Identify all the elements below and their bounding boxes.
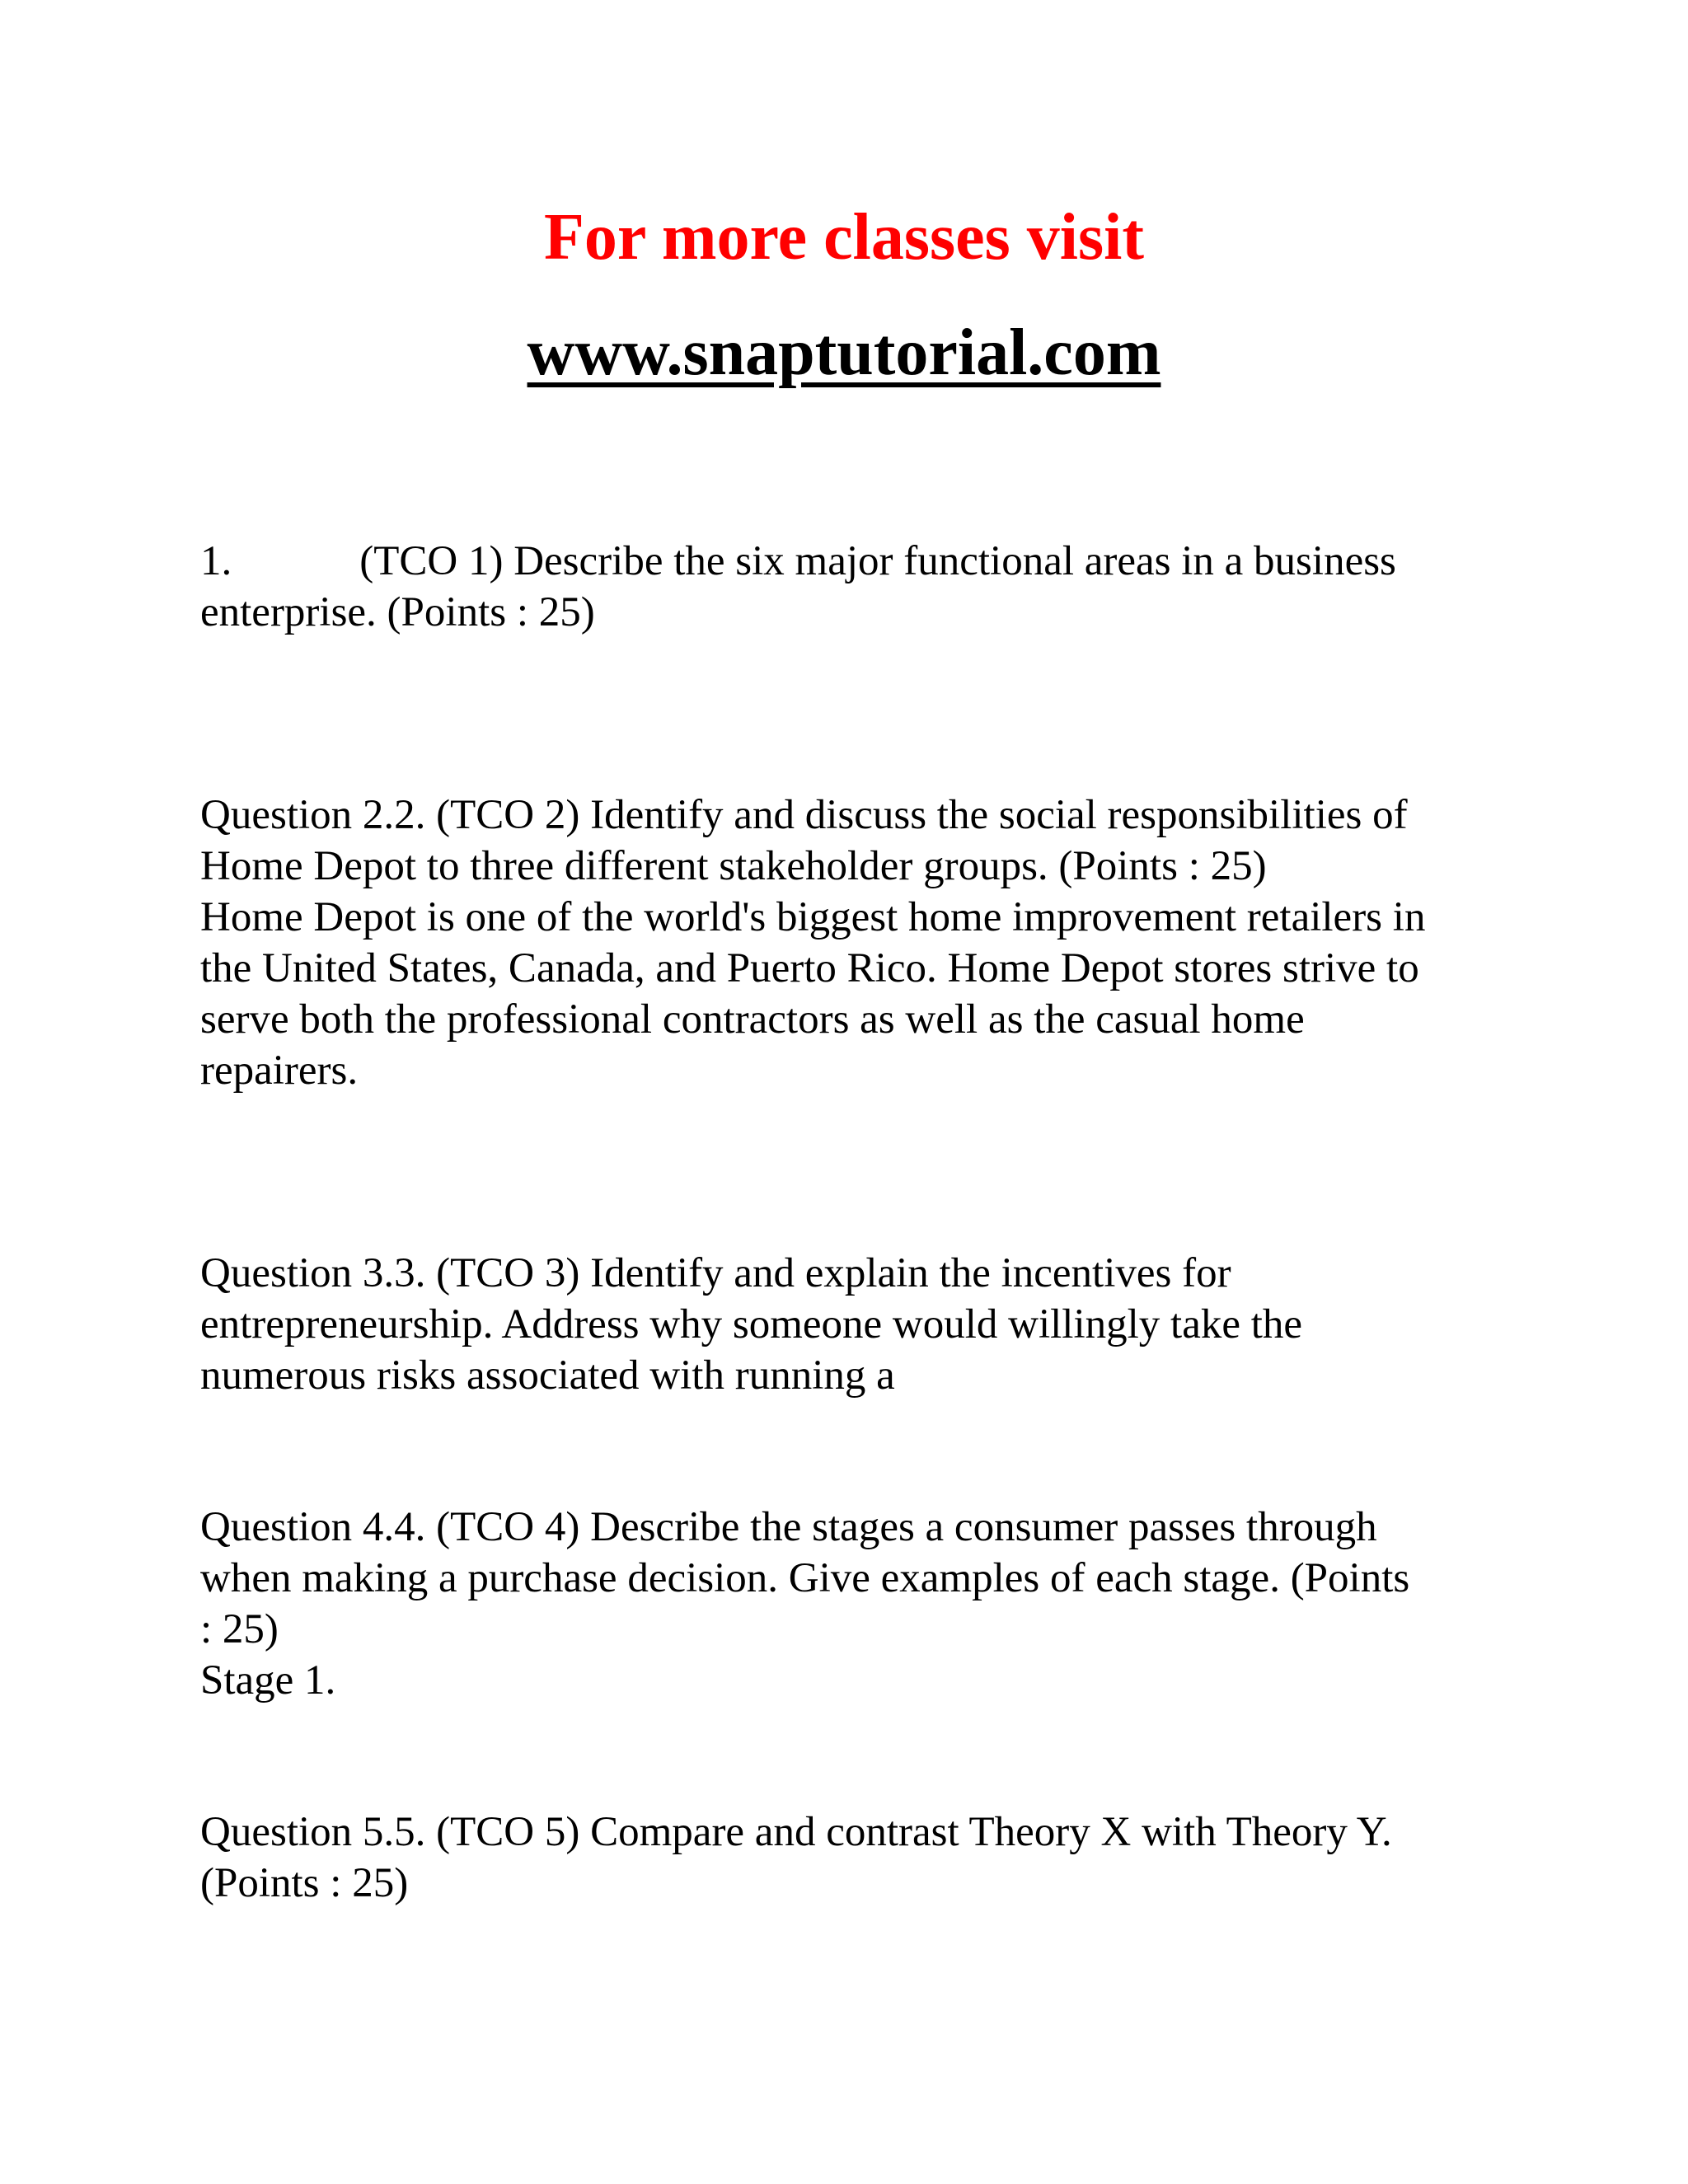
- question-4-line: Question 4.4. (TCO 4) Describe the stages a consumer passes through: [200, 1504, 1377, 1550]
- question-1-text: (TCO 1) Describe the six major functional areas in a business: [359, 538, 1396, 584]
- question-1: [200, 536, 1519, 638]
- question-1-number: 1.: [200, 538, 232, 584]
- question-4-line: when making a purchase decision. Give examples of each stage. (Points: [200, 1555, 1410, 1601]
- question-5-line: (Points : 25): [200, 1860, 409, 1906]
- question-1-line-2: enterprise. (Points : 25): [200, 589, 595, 635]
- question-2-line: serve both the professional contractors as well as the casual home: [200, 996, 1305, 1043]
- question-4: [200, 1502, 1519, 1706]
- question-2-line: Home Depot to three different stakeholder groups. (Points : 25): [200, 843, 1267, 889]
- question-3-line: entrepreneurship. Address why someone would willingly take the: [200, 1301, 1303, 1347]
- question-2-line: Home Depot is one of the world's biggest home improvement retailers in: [200, 894, 1426, 940]
- promo-link[interactable]: www.snaptutorial.com: [527, 316, 1161, 389]
- question-3: [200, 1248, 1519, 1401]
- question-2-line: the United States, Canada, and Puerto Rico. Home Depot stores strive to: [200, 945, 1419, 991]
- question-2-line: Question 2.2. (TCO 2) Identify and discuss the social responsibilities of: [200, 792, 1408, 838]
- question-1-line-1: [200, 536, 1519, 587]
- question-3-line: numerous risks associated with running a: [200, 1352, 895, 1399]
- question-2-line: repairers.: [200, 1047, 359, 1094]
- question-5-line: Question 5.5. (TCO 5) Compare and contrast Theory X with Theory Y.: [200, 1809, 1392, 1855]
- question-4-line: Stage 1.: [200, 1657, 336, 1704]
- question-4-line: : 25): [200, 1606, 279, 1652]
- question-3-line: Question 3.3. (TCO 3) Identify and explain the incentives for: [200, 1250, 1231, 1296]
- promo-title: For more classes visit: [543, 201, 1144, 274]
- question-5: [200, 1807, 1519, 1909]
- question-2: [200, 790, 1519, 1096]
